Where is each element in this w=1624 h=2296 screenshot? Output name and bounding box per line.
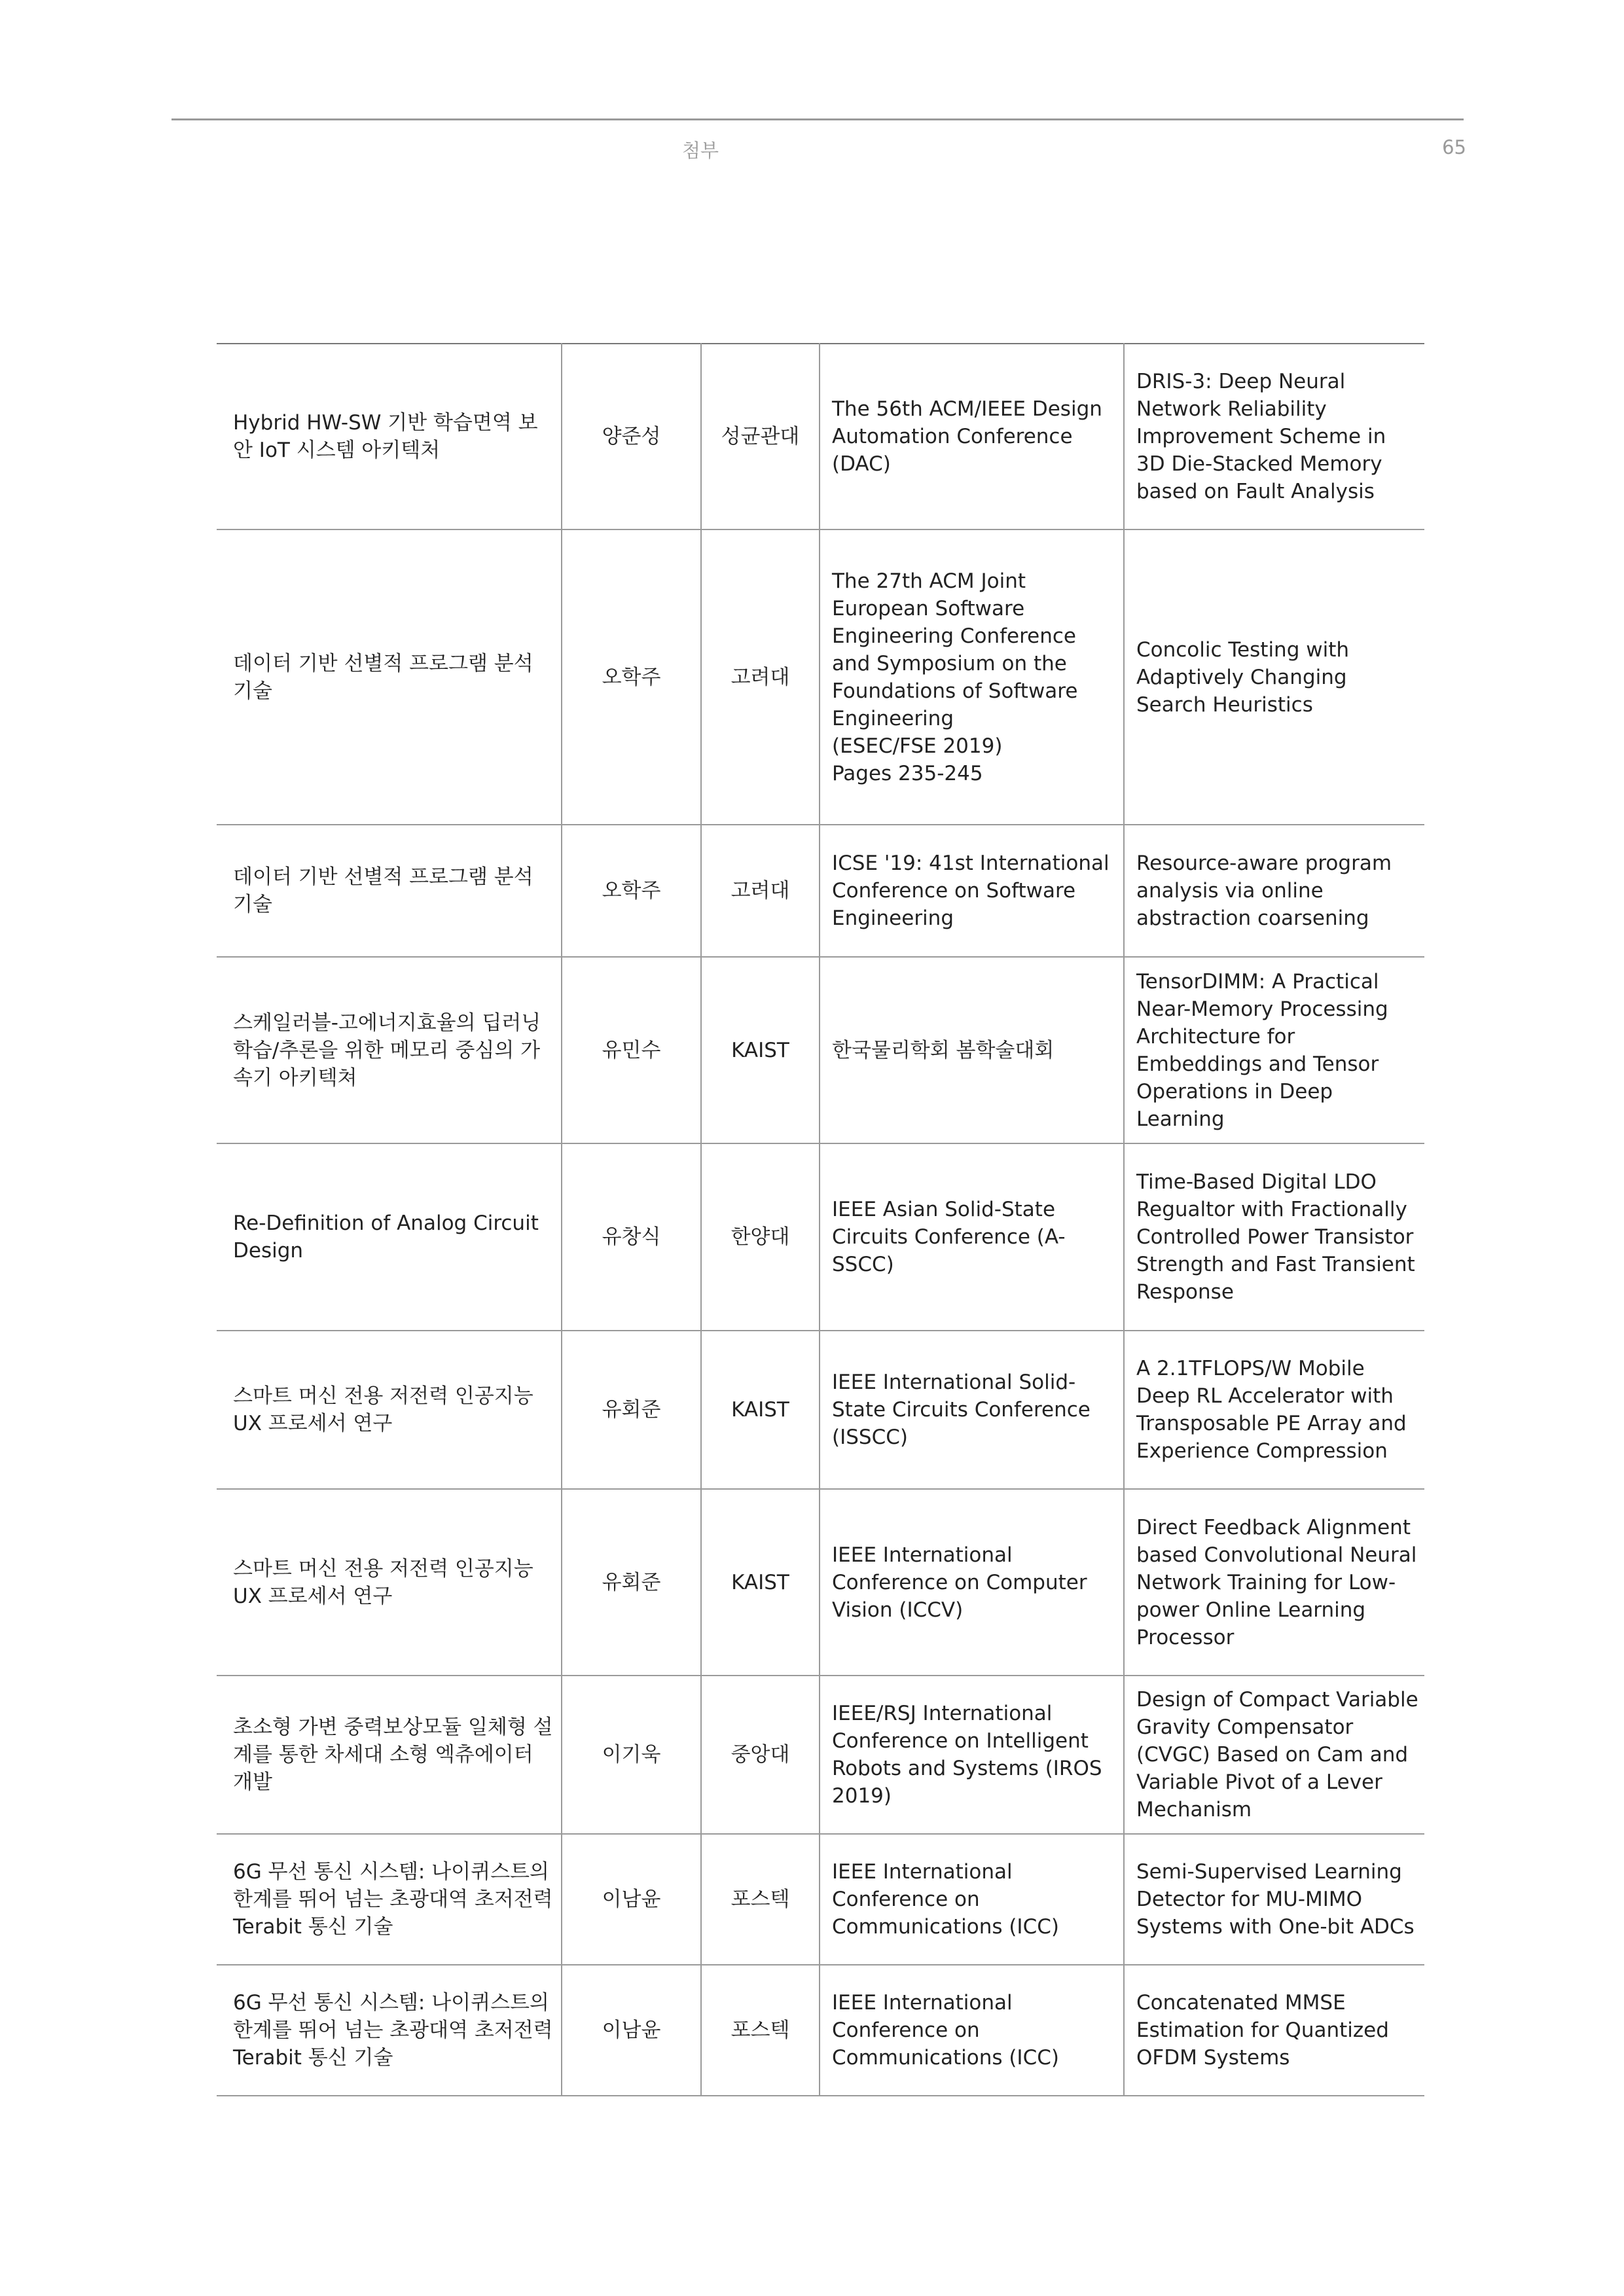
header-rule <box>171 118 1464 120</box>
author-cell: 양준성 <box>562 344 701 529</box>
paper-title-cell: Resource-aware program analysis via online abstraction coarsening <box>1124 825 1424 957</box>
paper-title-cell: Concatenated MMSE Estimation for Quantized OFDM Systems <box>1124 1965 1424 2096</box>
table-row <box>217 1331 1424 1489</box>
project-title-cell: 6G 무선 통신 시스템: 나이퀴스트의 한계를 뛰어 넘는 초광대역 초저전력 Terabit 통신 기술 <box>217 1965 562 2096</box>
project-title-cell: 스케일러블-고에너지효율의 딥러닝 학습/추론을 위한 메모리 중심의 가속기 아키텍쳐 <box>217 957 562 1143</box>
paper-title-cell: Design of Compact Variable Gravity Compensator (CVGC) Based on Cam and Variable Pivot of a Lever Mechanism <box>1124 1676 1424 1834</box>
institution-cell: 고려대 <box>701 825 820 957</box>
institution-cell: 한양대 <box>701 1143 820 1331</box>
paper-title-cell: Concolic Testing with Adaptively Changing Search Heuristics <box>1124 529 1424 825</box>
conference-cell: 한국물리학회 봄학술대회 <box>820 957 1124 1143</box>
author-cell: 오학주 <box>562 529 701 825</box>
conference-cell: IEEE Asian Solid-State Circuits Conference (A-SSCC) <box>820 1143 1124 1331</box>
paper-title-cell: Semi-Supervised Learning Detector for MU-MIMO Systems with One-bit ADCs <box>1124 1834 1424 1965</box>
table-row <box>217 1676 1424 1834</box>
project-title-cell: Re-Definition of Analog Circuit Design <box>217 1143 562 1331</box>
author-cell: 유창식 <box>562 1143 701 1331</box>
paper-title-cell: Time-Based Digital LDO Regualtor with Fractionally Controlled Power Transistor Strength and Fast Transient Response <box>1124 1143 1424 1331</box>
conference-cell: IEEE International Conference on Communications (ICC) <box>820 1965 1124 2096</box>
table-row <box>217 1834 1424 1965</box>
author-cell: 유민수 <box>562 957 701 1143</box>
project-title-cell: 초소형 가변 중력보상모듈 일체형 설계를 통한 차세대 소형 엑츄에이터 개발 <box>217 1676 562 1834</box>
institution-cell: 성균관대 <box>701 344 820 529</box>
project-title-cell: 스마트 머신 전용 저전력 인공지능 UX 프로세서 연구 <box>217 1331 562 1489</box>
page-number: 65 <box>1442 136 1466 158</box>
table-row <box>217 1489 1424 1676</box>
institution-cell: 중앙대 <box>701 1676 820 1834</box>
author-cell: 오학주 <box>562 825 701 957</box>
author-cell: 유회준 <box>562 1331 701 1489</box>
conference-cell: IEEE International Conference on Computer Vision (ICCV) <box>820 1489 1124 1676</box>
paper-title-cell: Direct Feedback Alignment based Convolutional Neural Network Training for Low-power Online Learning Processor <box>1124 1489 1424 1676</box>
author-cell: 이남윤 <box>562 1965 701 2096</box>
conference-cell: The 56th ACM/IEEE Design Automation Conference (DAC) <box>820 344 1124 529</box>
project-title-cell: 6G 무선 통신 시스템: 나이퀴스트의 한계를 뛰어 넘는 초광대역 초저전력 Terabit 통신 기술 <box>217 1834 562 1965</box>
table-row <box>217 957 1424 1143</box>
table-row <box>217 1143 1424 1331</box>
author-cell: 이남윤 <box>562 1834 701 1965</box>
paper-title-cell: A 2.1TFLOPS/W Mobile Deep RL Accelerator with Transposable PE Array and Experience Compression <box>1124 1331 1424 1489</box>
conference-cell: IEEE International Conference on Communications (ICC) <box>820 1834 1124 1965</box>
publication-table <box>217 343 1424 2096</box>
table-row <box>217 529 1424 825</box>
institution-cell: KAIST <box>701 957 820 1143</box>
project-title-cell: 스마트 머신 전용 저전력 인공지능 UX 프로세서 연구 <box>217 1489 562 1676</box>
paper-title-cell: DRIS-3: Deep Neural Network Reliability Improvement Scheme in 3D Die-Stacked Memory based on Fault Analysis <box>1124 344 1424 529</box>
project-title-cell: Hybrid HW-SW 기반 학습면역 보안 IoT 시스템 아키텍처 <box>217 344 562 529</box>
table-row <box>217 1965 1424 2096</box>
paper-title-cell: TensorDIMM: A Practical Near-Memory Processing Architecture for Embeddings and Tensor Operations in Deep Learning <box>1124 957 1424 1143</box>
conference-cell: The 27th ACM Joint European Software Engineering Conference and Symposium on the Foundations of Software Engineering (ESEC/FSE 2019) Pages 235-245 <box>820 529 1124 825</box>
section-label: 첨부 <box>681 139 719 162</box>
institution-cell: 고려대 <box>701 529 820 825</box>
project-title-cell: 데이터 기반 선별적 프로그램 분석 기술 <box>217 529 562 825</box>
author-cell: 이기욱 <box>562 1676 701 1834</box>
author-cell: 유회준 <box>562 1489 701 1676</box>
project-title-cell: 데이터 기반 선별적 프로그램 분석 기술 <box>217 825 562 957</box>
institution-cell: 포스텍 <box>701 1965 820 2096</box>
conference-cell: IEEE/RSJ International Conference on Intelligent Robots and Systems (IROS 2019) <box>820 1676 1124 1834</box>
institution-cell: KAIST <box>701 1331 820 1489</box>
institution-cell: 포스텍 <box>701 1834 820 1965</box>
conference-cell: ICSE '19: 41st International Conference on Software Engineering <box>820 825 1124 957</box>
conference-cell: IEEE International Solid-State Circuits Conference (ISSCC) <box>820 1331 1124 1489</box>
table-row <box>217 825 1424 957</box>
institution-cell: KAIST <box>701 1489 820 1676</box>
table-row <box>217 344 1424 529</box>
